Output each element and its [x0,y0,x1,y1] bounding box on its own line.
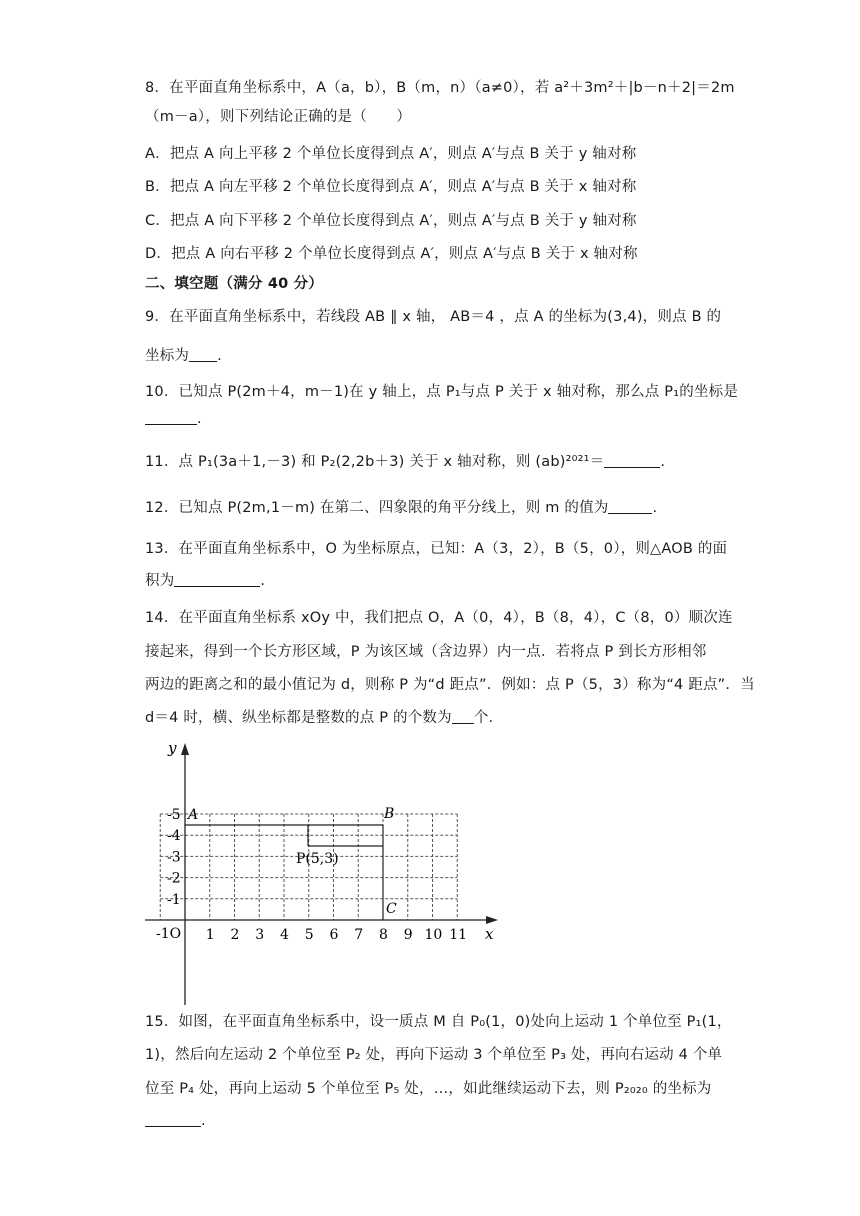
q12-stem: 12．已知点 P(2m,1－m) 在第二、四象限的角平分线上，则 m 的值为 . [145,500,658,516]
point-p-label: P(5,3) [296,851,339,867]
y-tick-label: -3 [167,849,181,866]
q13-answer-blank[interactable] [174,572,260,587]
q10-answer-blank[interactable] [145,410,197,425]
x-tick-label: 10 [424,927,443,943]
y-tick-label: -5 [167,807,181,823]
y-tick-label: -1 [167,891,181,908]
y-tick-label: -2 [167,870,181,887]
q8-stem-line2: （m－a），则下列结论正确的是（ ） [145,109,412,125]
q13-stem-line1: 13．在平面直角坐标系中，O 为坐标原点，已知：A（3，2），B（5，0），则△AOB 的面 [145,541,728,557]
q8-option-c: C．把点 A 向下平移 2 个单位长度得到点 A′，则点 A′与点 B 关于 y 轴对称 [145,213,637,229]
x-tick-label: 2 [230,927,240,943]
q14-stem-line3: 两边的距离之和的最小值记为 d，则称 P 为“d 距点”．例如：点 P（5，3）称为“4 距点”．当 [145,677,755,693]
q9-stem-line1: 9．在平面直角坐标系中，若线段 AB ∥ x 轴， AB＝4 ，点 A 的坐标为(3,4)，则点 B 的 [145,309,722,325]
point-c-label: C [386,901,397,917]
section-fill-in-heading: 二、填空题（满分 40 分） [145,276,324,292]
q14-stem-line1: 14．在平面直角坐标系 xOy 中，我们把点 O，A（0，4），B（8，4），C（8，0）顺次连 [145,610,733,626]
q8-option-a: A．把点 A 向上平移 2 个单位长度得到点 A′，则点 A′与点 B 关于 y 轴对称 [145,146,637,162]
q15-answer-blank[interactable] [145,1112,201,1127]
q12-answer-blank[interactable] [608,499,652,514]
q14-stem-line4 [145,706,503,727]
point-b-label: B [384,806,395,822]
x-axis-arrow-icon [486,916,498,924]
x-tick-label: 7 [354,927,364,943]
q13-line2-text: 积为 [145,573,175,589]
q15-stem-line2: 1)，然后向左运动 2 个单位至 P₂ 处，再向下运动 3 个单位至 P₃ 处，再向右运动 4 个单 [145,1047,723,1063]
q14-line4-suffix: 个． [473,710,504,726]
y-tick-label: -4 [167,828,181,845]
x-axis-label: x [485,925,494,943]
q8-option-b: B．把点 A 向左平移 2 个单位长度得到点 A′，则点 A′与点 B 关于 x 轴对称 [145,179,637,195]
q13-stem-line2: 积为 . [145,573,266,589]
q11-stem: 11．点 P₁(3a＋1,－3) 和 P₂(2,2b＋3) 关于 x 轴对称，则 (ab)²⁰²¹＝ . [145,454,666,470]
q9-line2-text: 坐标为 [145,348,190,364]
origin-label: -1O [156,926,182,942]
q14-answer-blank[interactable] [452,709,474,724]
dashed-grid [160,814,457,920]
q14-line4-text: d＝4 时，横、纵坐标都是整数的点 P 的个数为 [145,710,452,726]
q10-stem-line2: . [145,410,202,427]
x-tick-label: 3 [255,927,265,943]
point-a-label: A [188,807,199,823]
x-tick-label: 1 [205,927,215,943]
x-tick-label: 4 [280,927,289,943]
q10-stem-line1: 10．已知点 P(2m＋4，m－1)在 y 轴上，点 P₁与点 P 关于 x 轴对称，那么点 P₁的坐标是 [145,384,739,400]
q12-text: 12．已知点 P(2m,1－m) 在第二、四象限的角平分线上，则 m 的值为 [145,500,609,516]
coordinate-grid-figure [140,735,510,1005]
x-tick-label: 8 [379,927,388,943]
q14-stem-line2: 接起来，得到一个长方形区域，P 为该区域（含边界）内一点．若将点 P 到长方形相邻 [145,644,707,660]
x-tick-label: 5 [304,927,314,943]
q15-stem-line1: 15．如图，在平面直角坐标系中，设一质点 M 自 P₀(1，0)处向上运动 1 个单位至 P₁(1， [145,1014,732,1030]
x-tick-label: 9 [403,927,413,943]
q8-stem-line1: 8．在平面直角坐标系中，A（a，b），B（m，n）（a≠0），若 a²＋3m²＋|b－n＋2|＝2m [145,80,735,96]
q11-text: 11．点 P₁(3a＋1,－3) 和 P₂(2,2b＋3) 关于 x 轴对称，则 (ab)²⁰²¹＝ [145,454,605,470]
q15-stem-line4: . [145,1112,206,1129]
q8-option-d: D．把点 A 向右平移 2 个单位长度得到点 A′，则点 A′与点 B 关于 x 轴对称 [145,246,638,262]
x-tick-label: 11 [449,927,468,943]
y-axis-label: y [168,739,177,757]
q11-answer-blank[interactable] [604,453,660,468]
q9-stem-line2: 坐标为 . [145,348,222,364]
q9-answer-blank[interactable] [189,347,217,362]
x-tick-label: 6 [329,927,339,943]
q15-stem-line3: 位至 P₄ 处，再向上运动 5 个单位至 P₅ 处，…，如此继续运动下去，则 P₂₀₂₀ 的坐标为 [145,1081,712,1097]
y-axis-arrow-icon [181,743,189,755]
